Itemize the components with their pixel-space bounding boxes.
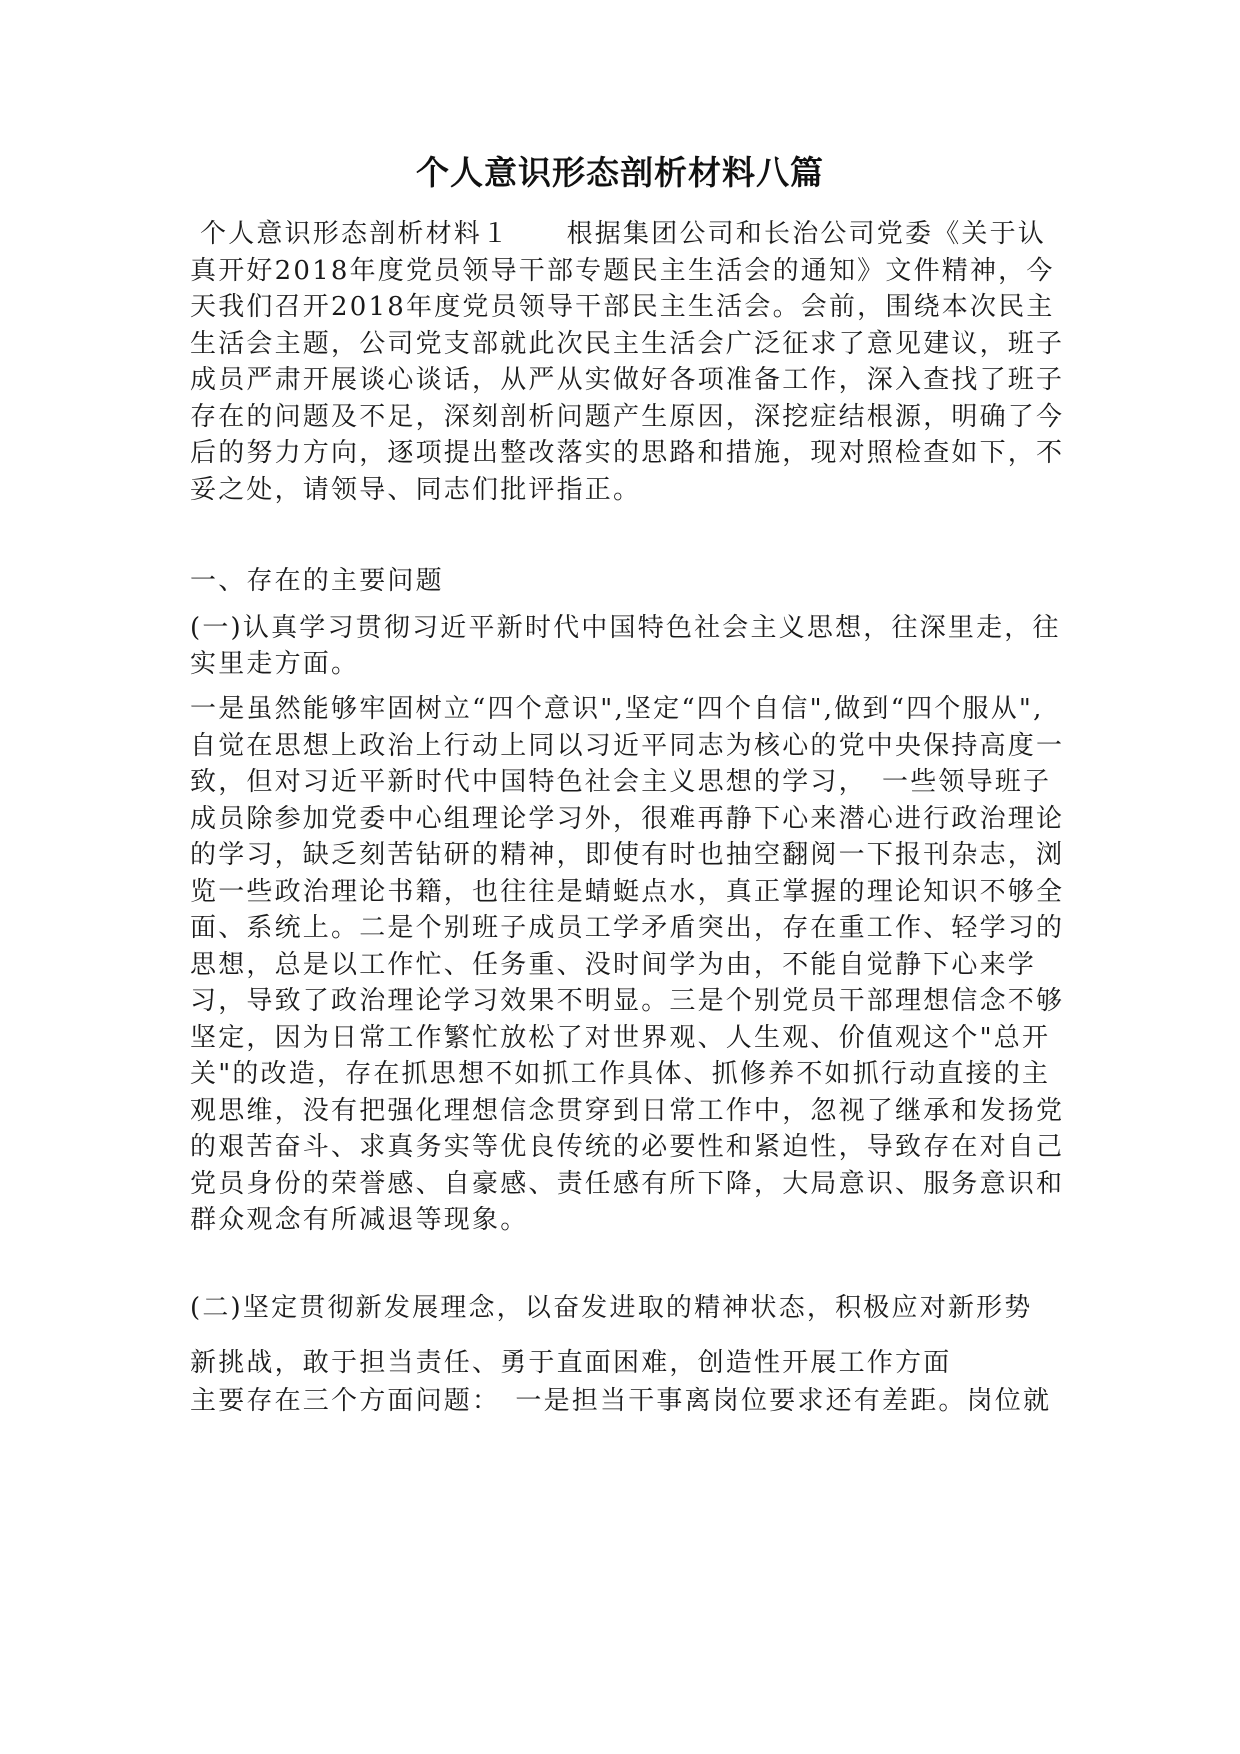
subsection-heading-1: (一)认真学习贯彻习近平新时代中国特色社会主义思想，往深里走，往实里走方面。 [190, 613, 1061, 679]
body-paragraph-2: 主要存在三个方面问题： 一是担当干事离岗位要求还有差距。岗位就 [190, 1386, 1052, 1416]
body-paragraph-1: 一是虽然能够牢固树立“四个意识",坚定“四个自信",做到“四个服从",自觉在思想上政治上行动上同以习近平同志为核心的党中央保持高度一致，但对习近平新时代中国特色社会主义思想的学习， 一些领导班子成员除参加党委中心组理论学习外，很难再静下心来潜心进行政治理论的学习，缺乏刻苦钻研的精神，即使有时也抽空翻阅一下报刊杂志，浏览一些政治理论书籍，也往往是蜻蜓点水，真正掌握的理论知识不够全面、系统上。二是个别班子成员工学矛盾突出，存在重工作、轻学习的思想，总是以工作忙、任务重、没时间学为由，不能自觉静下心来学习，导致了政治理论学习效果不明显。三是个别党员干部理想信念不够坚定，因为日常工作繁忙放松了对世界观、人生观、价值观这个"总开关"的改造，存在抓思想不如抓工作具体、抓修养不如抓行动直接的主观思维，没有把强化理想信念贯穿到日常工作中，忽视了继承和发扬党的艰苦奋斗、求真务实等优良传统的必要性和紧迫性，导致存在对自己党员身份的荣誉感、自豪感、责任感有所下降，大局意识、服务意识和群众观念有所减退等现象。 [190, 694, 1065, 1235]
section-heading-problems: 一、存在的主要问题 [190, 566, 444, 596]
subsection-heading-2: (二)坚定贯彻新发展理念，以奋发进取的精神状态，积极应对新形势 [190, 1293, 1033, 1323]
intro-paragraph: 个人意识形态剖析材料１ 根据集团公司和长治公司党委《关于认真开好2018年度党员领导干部专题民主生活会的通知》文件精神，今天我们召开2018年度党员领导干部民主生活会。会前，围绕本次民主生活会主题，公司党支部就此次民主生活会广泛征求了意见建议，班子成员严肃开展谈心谈话，从严从实做好各项准备工作，深入查找了班子存在的问题及不足，深刻剖析问题产生原因，深挖症结根源，明确了今后的努力方向，逐项提出整改落实的思路和措施，现对照检查如下，不妥之处，请领导、同志们批评指正。 [190, 219, 1065, 505]
subsection-heading-2-continued: 新挑战，敢于担当责任、勇于直面困难，创造性开展工作方面 [190, 1348, 952, 1378]
document-title: 个人意识形态剖析材料八篇 [416, 153, 824, 192]
